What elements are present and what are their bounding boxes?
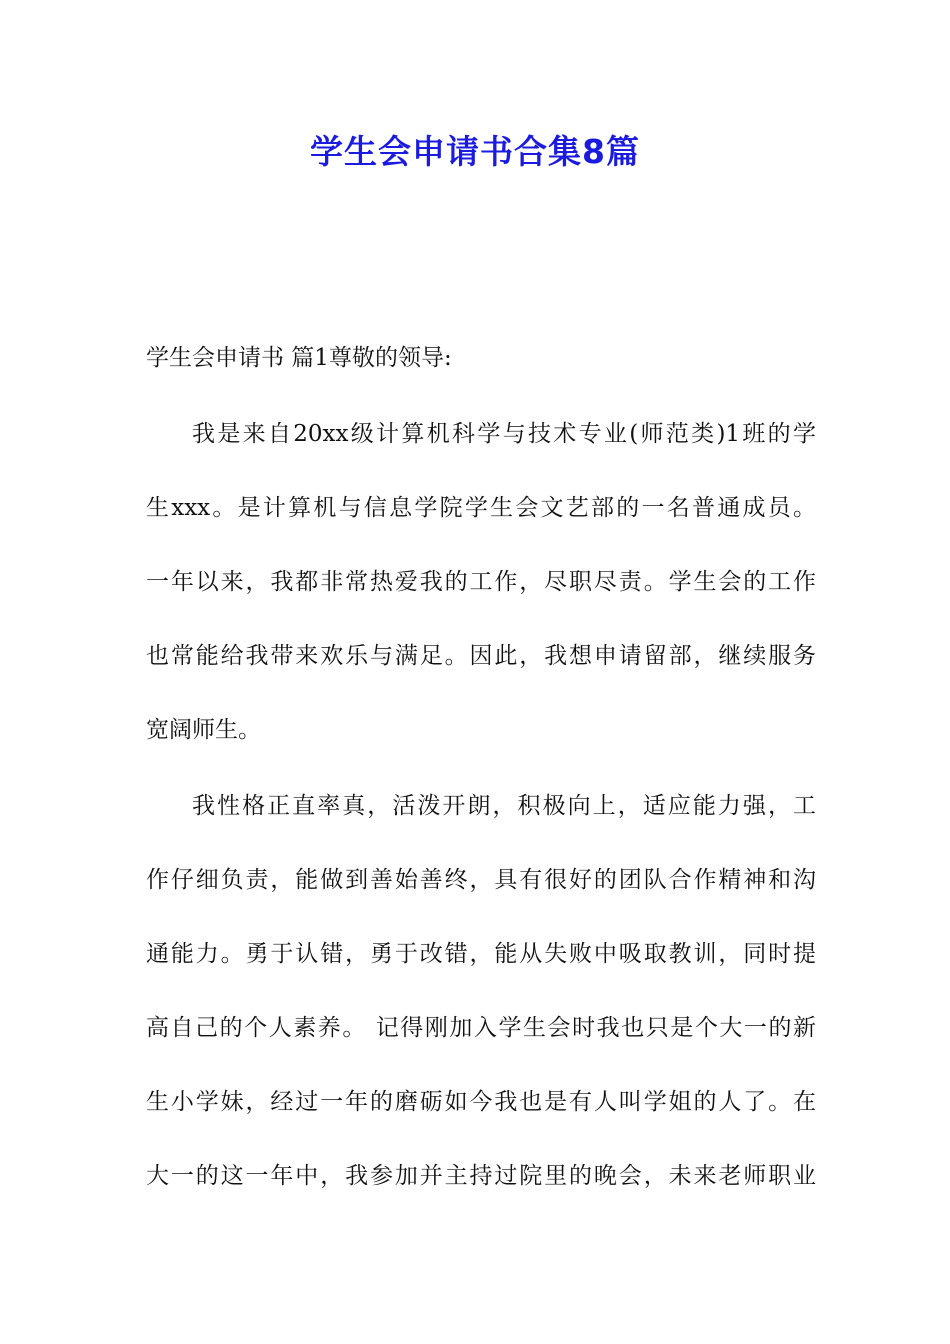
- text-line: 高自己的个人素养。 记得刚加入学生会时我也只是个大一的新: [146, 1015, 816, 1041]
- text-line: 我性格正直率真，活泼开朗，积极向上，适应能力强，工: [192, 793, 816, 819]
- text-line: 生xxx。是计算机与信息学院学生会文艺部的一名普通成员。: [146, 495, 816, 521]
- text-line: 通能力。勇于认错，勇于改错，能从失败中吸取教训，同时提: [146, 941, 816, 967]
- text-line: 宽阔师生。: [146, 717, 261, 743]
- text-line: 一年以来，我都非常热爱我的工作，尽职尽责。学生会的工作: [146, 569, 816, 595]
- text-line: 大一的这一年中，我参加并主持过院里的晚会，未来老师职业: [146, 1163, 816, 1189]
- document-title: 学生会申请书合集8篇: [310, 132, 640, 171]
- text-line: 我是来自20xx级计算机科学与技术专业(师范类)1班的学: [192, 421, 816, 447]
- text-line: 也常能给我带来欢乐与满足。因此，我想申请留部，继续服务: [146, 643, 816, 669]
- text-line: 作仔细负责，能做到善始善终，具有很好的团队合作精神和沟: [146, 867, 816, 893]
- text-line: 生小学妹，经过一年的磨砺如今我也是有人叫学姐的人了。在: [146, 1089, 816, 1115]
- text-line-salutation: 学生会申请书 篇1尊敬的领导:: [146, 345, 452, 371]
